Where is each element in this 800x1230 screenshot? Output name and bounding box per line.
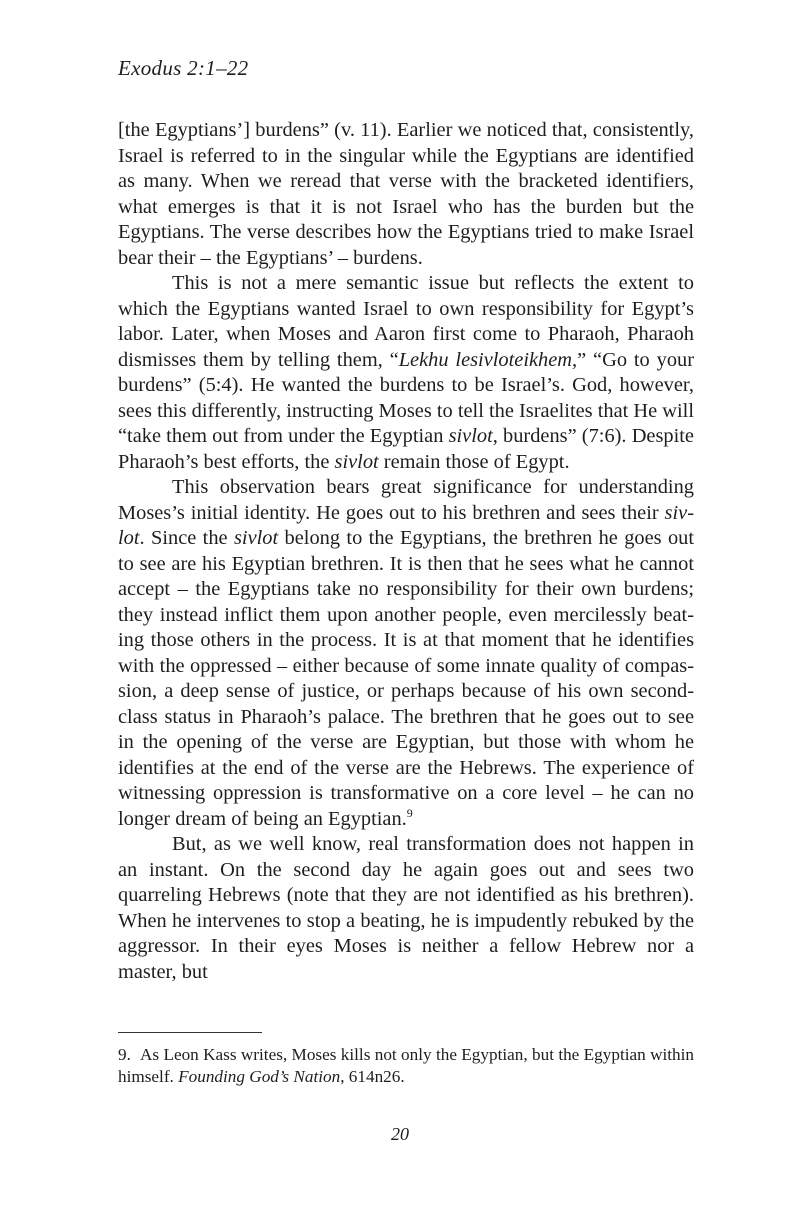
body-text bbox=[118, 118, 694, 985]
paragraph bbox=[118, 832, 694, 985]
italic-term: Founding God’s Nation bbox=[178, 1067, 341, 1086]
text-run: [the Egyptians’] burdens” (v. 11). Earlier we noticed that, consistently, Israel is referred to in the singular while the Egyptians are identified as many. When we reread that verse with the bracketed identifiers, what emerges is that it is not Israel who has the burden but the Egyptians. The verse describes how the Egyptians tried to make Israel bear their – the Egyptians’ – burdens. bbox=[118, 119, 694, 269]
footnote-rule bbox=[118, 1032, 262, 1033]
text-run: This observation bears great significance for understanding Moses’s initial identity. He goes out to his brethren and sees their bbox=[118, 476, 694, 524]
italic-term: sivlot bbox=[118, 501, 694, 549]
running-head: Exodus 2:1–22 bbox=[118, 56, 249, 80]
text-run: This is not a mere semantic issue but reflects the extent to which the Egyptians wanted Israel to own responsibility for Egypt’s labor. Later, when Moses and Aaron first come to Pharaoh, Pharaoh dismisses them by telling them, “ bbox=[118, 272, 694, 371]
paragraph bbox=[118, 475, 694, 832]
paragraph bbox=[118, 118, 694, 271]
page-number: 20 bbox=[391, 1124, 409, 1144]
footnote-number: 9. bbox=[118, 1045, 131, 1064]
text-run: ” “Go to your burdens” (5:4). He wanted the burdens to be Israel’s. God, however, sees this differently, instructing Moses to tell the Israelites that He will “take them out from under the Egyptian bbox=[118, 348, 694, 447]
text-run: , burdens” (7:6). Despite Pharaoh’s best efforts, the bbox=[118, 425, 694, 473]
text-run: , 614n26. bbox=[340, 1067, 405, 1086]
text-run: belong to the Egyptians, the brethren he goes out to see are his Egyptian brethren. It is then that he sees what he cannot accept – the Egyptians take no responsibility for their own burdens; they instead inflict them upon another people, even mercilessly beating those others in the process. It is at that moment that he identifies with the oppressed – either because of some innate quality of compassion, a deep sense of justice, or perhaps because of his own second-class status in Pharaoh’s palace. The brethren that he goes out to see in the opening of the verse are Egyptian, but those with whom he identifies at the end of the verse are the Hebrews. The experience of witnessing oppression is transformative on a core level – he can no longer dream of being an Egyptian. bbox=[118, 527, 694, 830]
text-run: remain those of Egypt. bbox=[378, 450, 570, 473]
text-run: . Since the bbox=[139, 527, 234, 549]
footnote bbox=[118, 1044, 694, 1088]
footnote-ref: 9 bbox=[406, 805, 413, 820]
footnote-text bbox=[118, 1045, 694, 1086]
italic-term: sivlot bbox=[233, 527, 279, 549]
italic-term: sivlot bbox=[448, 425, 493, 447]
italic-term: Lekhu lesivloteikhem, bbox=[398, 348, 578, 371]
italic-term: sivlot bbox=[334, 450, 379, 473]
paragraph bbox=[118, 271, 694, 475]
text-run: But, as we well know, real transformation does not happen in an instant. On the second day he again goes out and sees two quarreling Hebrews (note that they are not identified as his brethren). When he intervenes to stop a beating, he is impudently rebuked by the aggressor. In their eyes Moses is neither a fellow Hebrew nor a master, but bbox=[118, 833, 694, 983]
text-run: As Leon Kass writes, Moses kills not only the Egyptian, but the Egyptian within himself. bbox=[118, 1045, 694, 1086]
